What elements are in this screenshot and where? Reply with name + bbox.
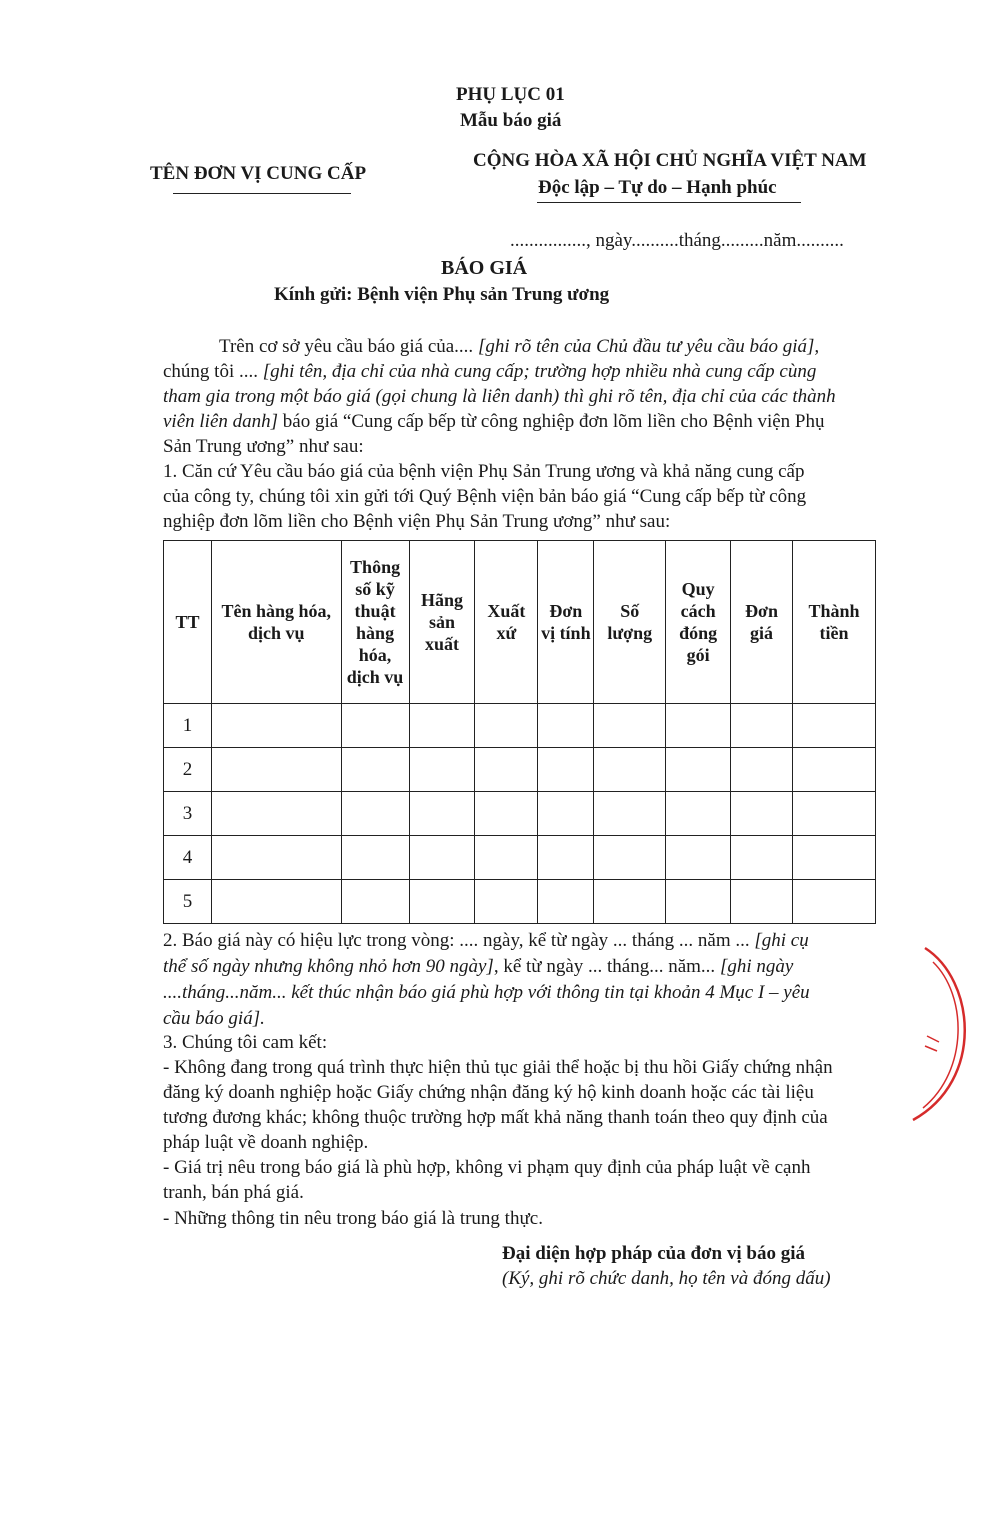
section1-line-2: của công ty, chúng tôi xin gửi tới Quý Bệnh viện bản báo giá “Cung cấp bếp từ công xyxy=(163,486,807,507)
appendix-subtitle: Mẫu báo giá xyxy=(460,110,562,131)
intro-line-1: Trên cơ sở yêu cầu báo giá của.... [ghi rõ tên của Chủ đầu tư yêu cầu báo giá], xyxy=(219,336,820,357)
table-cell xyxy=(731,792,793,836)
table-row xyxy=(164,792,876,836)
section2-line-2: thể số ngày nhưng không nhỏ hơn 90 ngày], kể từ ngày ... tháng... năm... [ghi ngày xyxy=(163,956,794,977)
supplier-label: TÊN ĐƠN VỊ CUNG CẤP xyxy=(150,163,367,184)
table-cell xyxy=(341,704,409,748)
row-number: 3 xyxy=(164,792,212,836)
table-cell xyxy=(341,792,409,836)
commit2-line-2: tranh, bán phá giá. xyxy=(163,1182,304,1203)
document-title: BÁO GIÁ xyxy=(441,257,528,279)
table-cell xyxy=(594,836,666,880)
table-cell xyxy=(594,704,666,748)
table-cell xyxy=(731,748,793,792)
table-cell xyxy=(475,704,538,748)
table-cell xyxy=(211,880,341,924)
row-number: 5 xyxy=(164,880,212,924)
table-cell xyxy=(538,880,594,924)
table-cell xyxy=(666,704,731,748)
table-cell xyxy=(475,836,538,880)
commit1-line-1: - Không đang trong quá trình thực hiện thủ tục giải thể hoặc bị thu hồi Giấy chứng nhận xyxy=(163,1057,833,1078)
table-cell xyxy=(211,748,341,792)
table-row xyxy=(164,880,876,924)
section3-title: 3. Chúng tôi cam kết: xyxy=(163,1032,328,1053)
appendix-title: PHỤ LỤC 01 xyxy=(456,84,565,105)
national-title: CỘNG HÒA XÃ HỘI CHỦ NGHĨA VIỆT NAM xyxy=(473,150,867,171)
section2-line-1: 2. Báo giá này có hiệu lực trong vòng: .... ngày, kể từ ngày ... tháng ... năm ... [ghi cụ xyxy=(163,930,809,951)
table-cell xyxy=(475,748,538,792)
header-item-name: Tên hàng hóa, dịch vụ xyxy=(211,541,341,704)
national-motto: Độc lập – Tự do – Hạnh phúc xyxy=(538,177,777,198)
commit3-line: - Những thông tin nêu trong báo giá là trung thực. xyxy=(163,1208,543,1229)
table-cell xyxy=(666,748,731,792)
header-tt: TT xyxy=(164,541,212,704)
table-cell xyxy=(409,792,475,836)
header-manufacturer: Hãng sản xuất xyxy=(409,541,475,704)
table-cell xyxy=(666,880,731,924)
header-origin: Xuất xứ xyxy=(475,541,538,704)
table-cell xyxy=(341,748,409,792)
row-number: 2 xyxy=(164,748,212,792)
intro-line-4: viên liên danh] báo giá “Cung cấp bếp từ công nghiệp đơn lõm liền cho Bệnh viện Phụ xyxy=(163,411,825,432)
header-total: Thành tiền xyxy=(793,541,876,704)
section2-line-4: cầu báo giá]. xyxy=(163,1008,265,1029)
supplier-underline xyxy=(173,193,351,194)
header-quantity: Số lượng xyxy=(594,541,666,704)
recipient-line: Kính gửi: Bệnh viện Phụ sản Trung ương xyxy=(274,284,610,305)
table-cell xyxy=(731,880,793,924)
table-cell xyxy=(409,704,475,748)
header-specs: Thông số kỹ thuật hàng hóa, dịch vụ xyxy=(341,541,409,704)
stamp-mark-icon xyxy=(905,940,1000,1130)
table-cell xyxy=(475,792,538,836)
table-cell xyxy=(594,792,666,836)
table-cell xyxy=(211,836,341,880)
quote-table xyxy=(163,540,876,924)
table-cell xyxy=(211,704,341,748)
table-header-row xyxy=(164,541,876,704)
table-cell xyxy=(538,748,594,792)
table-cell xyxy=(594,880,666,924)
header-unit: Đơn vị tính xyxy=(538,541,594,704)
signature-title: Đại diện hợp pháp của đơn vị báo giá xyxy=(502,1243,805,1264)
table-cell xyxy=(793,836,876,880)
header-packing: Quy cách đóng gói xyxy=(666,541,731,704)
table-row xyxy=(164,836,876,880)
commit1-line-2: đăng ký doanh nghiệp hoặc Giấy chứng nhận đăng ký hộ kinh doanh hoặc các tài liệu xyxy=(163,1082,814,1103)
section1-line-3: nghiệp đơn lõm liền cho Bệnh viện Phụ Sản Trung ương” như sau: xyxy=(163,511,671,532)
table-cell xyxy=(211,792,341,836)
section1-line-1: 1. Căn cứ Yêu cầu báo giá của bệnh viện Phụ Sản Trung ương và khả năng cung cấp xyxy=(163,461,805,482)
table-cell xyxy=(666,792,731,836)
commit1-line-4: pháp luật về doanh nghiệp. xyxy=(163,1132,369,1153)
signature-note: (Ký, ghi rõ chức danh, họ tên và đóng dấu) xyxy=(502,1268,831,1289)
commit1-line-3: tương đương khác; không thuộc trường hợp mất khả năng thanh toán theo quy định của xyxy=(163,1107,828,1128)
row-number: 1 xyxy=(164,704,212,748)
intro-line-2: chúng tôi .... [ghi tên, địa chỉ của nhà cung cấp; trường hợp nhiều nhà cung cấp cùng xyxy=(163,361,817,382)
table-cell xyxy=(793,792,876,836)
table-cell xyxy=(793,880,876,924)
intro-line-3: tham gia trong một báo giá (gọi chung là liên danh) thì ghi rõ tên, địa chỉ của các thành xyxy=(163,386,836,407)
table-cell xyxy=(341,880,409,924)
table-row xyxy=(164,704,876,748)
row-number: 4 xyxy=(164,836,212,880)
table-cell xyxy=(538,792,594,836)
intro-line-5: Sản Trung ương” như sau: xyxy=(163,436,364,457)
header-unit-price: Đơn giá xyxy=(731,541,793,704)
table-cell xyxy=(409,836,475,880)
table-cell xyxy=(341,836,409,880)
table-cell xyxy=(409,748,475,792)
table-cell xyxy=(409,880,475,924)
table-cell xyxy=(538,704,594,748)
motto-underline xyxy=(537,202,801,203)
table-cell xyxy=(475,880,538,924)
commit2-line-1: - Giá trị nêu trong báo giá là phù hợp, không vi phạm quy định của pháp luật về cạnh xyxy=(163,1157,811,1178)
table-cell xyxy=(731,704,793,748)
table-cell xyxy=(666,836,731,880)
date-line: ................, ngày..........tháng.........năm.......... xyxy=(510,230,844,251)
table-row xyxy=(164,748,876,792)
table-cell xyxy=(731,836,793,880)
table-cell xyxy=(793,704,876,748)
section2-line-3: ....tháng...năm... kết thúc nhận báo giá phù hợp với thông tin tại khoản 4 Mục I – yêu xyxy=(163,982,810,1003)
table-cell xyxy=(793,748,876,792)
table-cell xyxy=(594,748,666,792)
table-cell xyxy=(538,836,594,880)
